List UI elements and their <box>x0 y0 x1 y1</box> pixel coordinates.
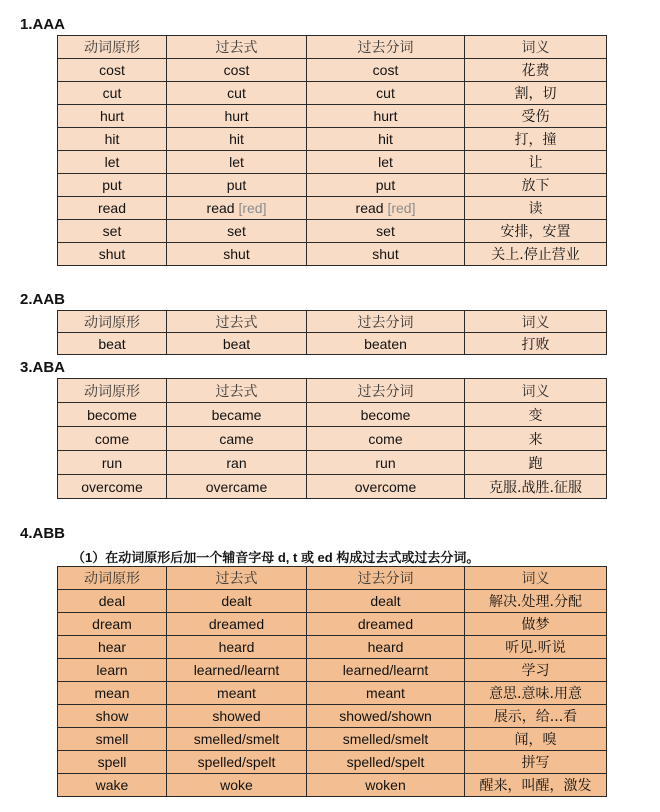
verb-table-aab <box>57 310 607 355</box>
table-row <box>58 451 607 475</box>
header-past-tense: 过去式 <box>167 379 307 403</box>
cell-meaning: 来 <box>465 427 607 451</box>
cell-past: heard <box>167 636 307 659</box>
cell-meaning: 闻，嗅 <box>465 728 607 751</box>
cell-meaning: 割，切 <box>465 82 607 105</box>
cell-participle: heard <box>307 636 465 659</box>
table-row <box>58 636 607 659</box>
cell-past: set <box>167 220 307 243</box>
cell-past: hurt <box>167 105 307 128</box>
header-past-participle: 过去分词 <box>307 36 465 59</box>
table-row <box>58 613 607 636</box>
cell-meaning: 变 <box>465 403 607 427</box>
cell-participle: showed/shown <box>307 705 465 728</box>
cell-base: mean <box>58 682 167 705</box>
cell-meaning: 读 <box>465 197 607 220</box>
cell-meaning: 学习 <box>465 659 607 682</box>
cell-meaning: 解决.处理.分配 <box>465 590 607 613</box>
cell-base: dream <box>58 613 167 636</box>
cell-base: become <box>58 403 167 427</box>
table-header-row <box>58 379 607 403</box>
past-word: read <box>206 200 235 216</box>
section-heading-abb: 4.ABB <box>20 525 66 542</box>
header-meaning: 词义 <box>465 379 607 403</box>
cell-meaning: 打败 <box>465 333 607 355</box>
pronunciation-note: [red] <box>387 200 416 216</box>
cell-past: showed <box>167 705 307 728</box>
cell-participle: dreamed <box>307 613 465 636</box>
cell-past: cut <box>167 82 307 105</box>
cell-participle: spelled/spelt <box>307 751 465 774</box>
table-row <box>58 59 607 82</box>
cell-base: wake <box>58 774 167 797</box>
cell-past: let <box>167 151 307 174</box>
cell-past: cost <box>167 59 307 82</box>
cell-participle: meant <box>307 682 465 705</box>
cell-base: cut <box>58 82 167 105</box>
cell-participle: cost <box>307 59 465 82</box>
header-past-participle: 过去分词 <box>307 311 465 333</box>
table-row <box>58 475 607 499</box>
cell-base: come <box>58 427 167 451</box>
cell-base: deal <box>58 590 167 613</box>
cell-past: hit <box>167 128 307 151</box>
cell-meaning: 打，撞 <box>465 128 607 151</box>
cell-past: overcame <box>167 475 307 499</box>
table-row <box>58 659 607 682</box>
verb-table-aba <box>57 378 607 499</box>
cell-base: show <box>58 705 167 728</box>
cell-past: spelled/spelt <box>167 751 307 774</box>
header-base-form: 动词原形 <box>58 311 167 333</box>
cell-participle: overcome <box>307 475 465 499</box>
cell-base: learn <box>58 659 167 682</box>
cell-base: shut <box>58 243 167 266</box>
cell-past: learned/learnt <box>167 659 307 682</box>
header-past-tense: 过去式 <box>167 311 307 333</box>
table-header-row <box>58 311 607 333</box>
cell-participle: smelled/smelt <box>307 728 465 751</box>
table-row <box>58 774 607 797</box>
cell-participle: woken <box>307 774 465 797</box>
pronunciation-note: [red] <box>238 200 267 216</box>
cell-meaning: 跑 <box>465 451 607 475</box>
cell-base: set <box>58 220 167 243</box>
cell-past: dealt <box>167 590 307 613</box>
cell-participle: hurt <box>307 105 465 128</box>
table-header-row <box>58 567 607 590</box>
cell-base: run <box>58 451 167 475</box>
cell-base: overcome <box>58 475 167 499</box>
section-heading-aaa: 1.AAA <box>20 16 66 33</box>
cell-base: hear <box>58 636 167 659</box>
participle-word: read <box>355 200 384 216</box>
cell-participle: cut <box>307 82 465 105</box>
cell-participle: let <box>307 151 465 174</box>
cell-participle: learned/learnt <box>307 659 465 682</box>
cell-meaning: 安排，安置 <box>465 220 607 243</box>
cell-base: read <box>58 197 167 220</box>
table-row <box>58 174 607 197</box>
table-row <box>58 151 607 174</box>
header-meaning: 词义 <box>465 36 607 59</box>
cell-base: beat <box>58 333 167 355</box>
cell-base: spell <box>58 751 167 774</box>
cell-past: put <box>167 174 307 197</box>
cell-meaning: 意思.意味.用意 <box>465 682 607 705</box>
cell-participle: hit <box>307 128 465 151</box>
cell-participle: become <box>307 403 465 427</box>
table-row <box>58 105 607 128</box>
cell-meaning: 让 <box>465 151 607 174</box>
cell-past: meant <box>167 682 307 705</box>
table-row <box>58 682 607 705</box>
section-heading-aba: 3.ABA <box>20 359 66 376</box>
header-base-form: 动词原形 <box>58 36 167 59</box>
cell-meaning: 放下 <box>465 174 607 197</box>
rule-note: （1）在动词原形后加一个辅音字母 d, t 或 ed 构成过去式或过去分词。 <box>72 550 480 565</box>
header-meaning: 词义 <box>465 311 607 333</box>
table-row <box>58 220 607 243</box>
cell-base: smell <box>58 728 167 751</box>
header-past-tense: 过去式 <box>167 567 307 590</box>
cell-base: hit <box>58 128 167 151</box>
cell-participle: shut <box>307 243 465 266</box>
header-past-tense: 过去式 <box>167 36 307 59</box>
cell-meaning: 醒来，叫醒，激发 <box>465 774 607 797</box>
cell-meaning: 拼写 <box>465 751 607 774</box>
cell-base: hurt <box>58 105 167 128</box>
cell-base: put <box>58 174 167 197</box>
cell-past: dreamed <box>167 613 307 636</box>
header-meaning: 词义 <box>465 567 607 590</box>
cell-meaning: 展示，给...看 <box>465 705 607 728</box>
verb-table-aaa <box>57 35 607 266</box>
cell-past: ran <box>167 451 307 475</box>
cell-past <box>167 197 307 220</box>
table-row <box>58 705 607 728</box>
header-past-participle: 过去分词 <box>307 567 465 590</box>
table-row <box>58 243 607 266</box>
cell-meaning: 受伤 <box>465 105 607 128</box>
cell-past: came <box>167 427 307 451</box>
header-past-participle: 过去分词 <box>307 379 465 403</box>
header-base-form: 动词原形 <box>58 379 167 403</box>
cell-meaning: 花费 <box>465 59 607 82</box>
cell-meaning: 听见.听说 <box>465 636 607 659</box>
cell-participle: dealt <box>307 590 465 613</box>
cell-meaning: 关上.停止营业 <box>465 243 607 266</box>
cell-base: cost <box>58 59 167 82</box>
table-row <box>58 333 607 355</box>
cell-meaning: 克服.战胜.征服 <box>465 475 607 499</box>
table-row <box>58 427 607 451</box>
cell-meaning: 做梦 <box>465 613 607 636</box>
cell-past: shut <box>167 243 307 266</box>
cell-past: became <box>167 403 307 427</box>
cell-participle: run <box>307 451 465 475</box>
table-row <box>58 128 607 151</box>
cell-base: let <box>58 151 167 174</box>
table-row <box>58 728 607 751</box>
table-row <box>58 197 607 220</box>
cell-participle <box>307 197 465 220</box>
cell-participle: come <box>307 427 465 451</box>
cell-participle: set <box>307 220 465 243</box>
cell-past: beat <box>167 333 307 355</box>
header-base-form: 动词原形 <box>58 567 167 590</box>
cell-participle: beaten <box>307 333 465 355</box>
table-row <box>58 82 607 105</box>
section-heading-aab: 2.AAB <box>20 291 66 308</box>
table-row <box>58 403 607 427</box>
table-header-row <box>58 36 607 59</box>
cell-past: woke <box>167 774 307 797</box>
cell-past: smelled/smelt <box>167 728 307 751</box>
cell-participle: put <box>307 174 465 197</box>
verb-table-abb <box>57 566 607 797</box>
table-row <box>58 590 607 613</box>
table-row <box>58 751 607 774</box>
